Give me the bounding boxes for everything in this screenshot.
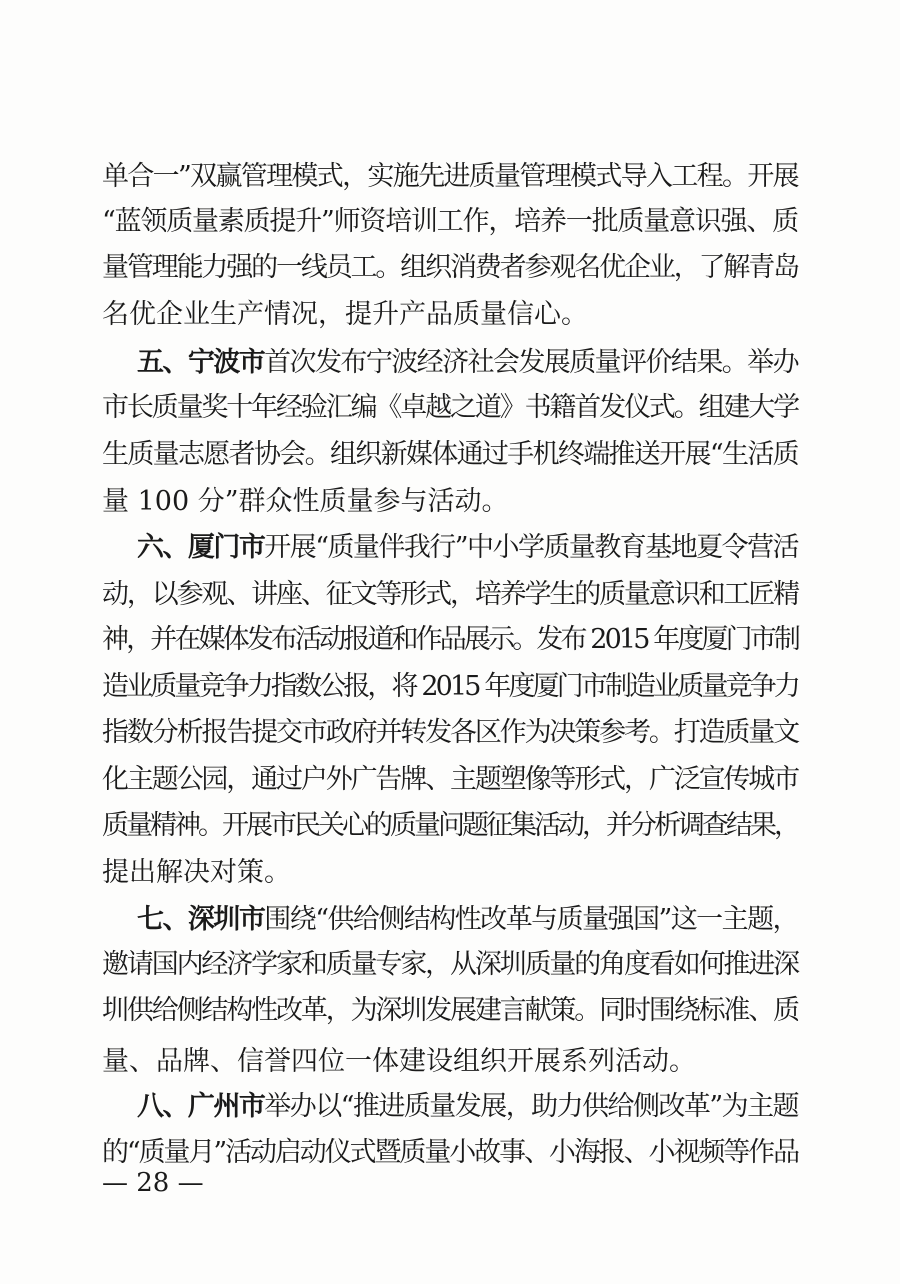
text-line: 邀请国内经济学家和质量专家，从深圳质量的角度看如何推进深: [102, 949, 798, 980]
text-line: 质量精神。开展市民关心的质量问题征集活动，并分析调查结果，: [102, 810, 798, 841]
page-number: — 28 —: [102, 1168, 204, 1198]
text-line: 举办以“推进质量发展，助力供给侧改革”为主题: [264, 1091, 798, 1122]
text-line: 单合一”双赢管理模式，实施先进质量管理模式导入工程。开展: [102, 161, 798, 192]
text-line: 生质量志愿者协会。组织新媒体通过手机终端推送开展“生活质: [102, 439, 798, 470]
text-line: 圳供给侧结构性改革，为深圳发展建言献策。同时围绕标准、质: [102, 995, 798, 1026]
section-heading: 五、宁波市: [137, 347, 265, 378]
text-line: 提出解决对策。: [102, 857, 291, 888]
text-line: 指数分析报告提交市政府并转发各区作为决策参考。打造质量文: [102, 717, 798, 748]
text-line: 化主题公园，通过户外广告牌、主题塑像等形式，广泛宣传城市: [102, 764, 798, 795]
text-line: 神，并在媒体发布活动报道和作品展示。发布 2015 年度厦门市制: [102, 624, 798, 655]
text-line: 市长质量奖十年经验汇编《卓越之道》书籍首发仪式。组建大学: [102, 392, 798, 423]
text-line: 开展“质量伴我行”中小学质量教育基地夏令营活: [264, 532, 798, 563]
text-line: 的“质量月”活动启动仪式暨质量小故事、小海报、小视频等作品: [102, 1137, 798, 1168]
section-heading: 八、广州市: [137, 1091, 265, 1122]
section-heading: 七、深圳市: [137, 904, 265, 935]
text-line: 量管理能力强的一线员工。组织消费者参观名优企业，了解青岛: [102, 252, 798, 283]
text-line: 首次发布宁波经济社会发展质量评价结果。举办: [264, 347, 799, 378]
text-line: “蓝领质量素质提升”师资培训工作，培养一批质量意识强、质: [102, 206, 798, 237]
text-line: 名优企业生产情况，提升产品质量信心。: [102, 299, 588, 330]
text-line: 量 100 分”群众性质量参与活动。: [102, 486, 509, 517]
section-heading: 六、厦门市: [137, 532, 265, 563]
text-line: 造业质量竞争力指数公报，将 2015 年度厦门市制造业质量竞争力: [102, 671, 798, 702]
text-line: 动，以参观、讲座、征文等形式，培养学生的质量意识和工匠精: [102, 579, 798, 610]
text-line: 围绕“供给侧结构性改革与质量强国”这一主题，: [264, 904, 798, 935]
text-line: 量、品牌、信誉四位一体建设组织开展系列活动。: [102, 1046, 696, 1077]
